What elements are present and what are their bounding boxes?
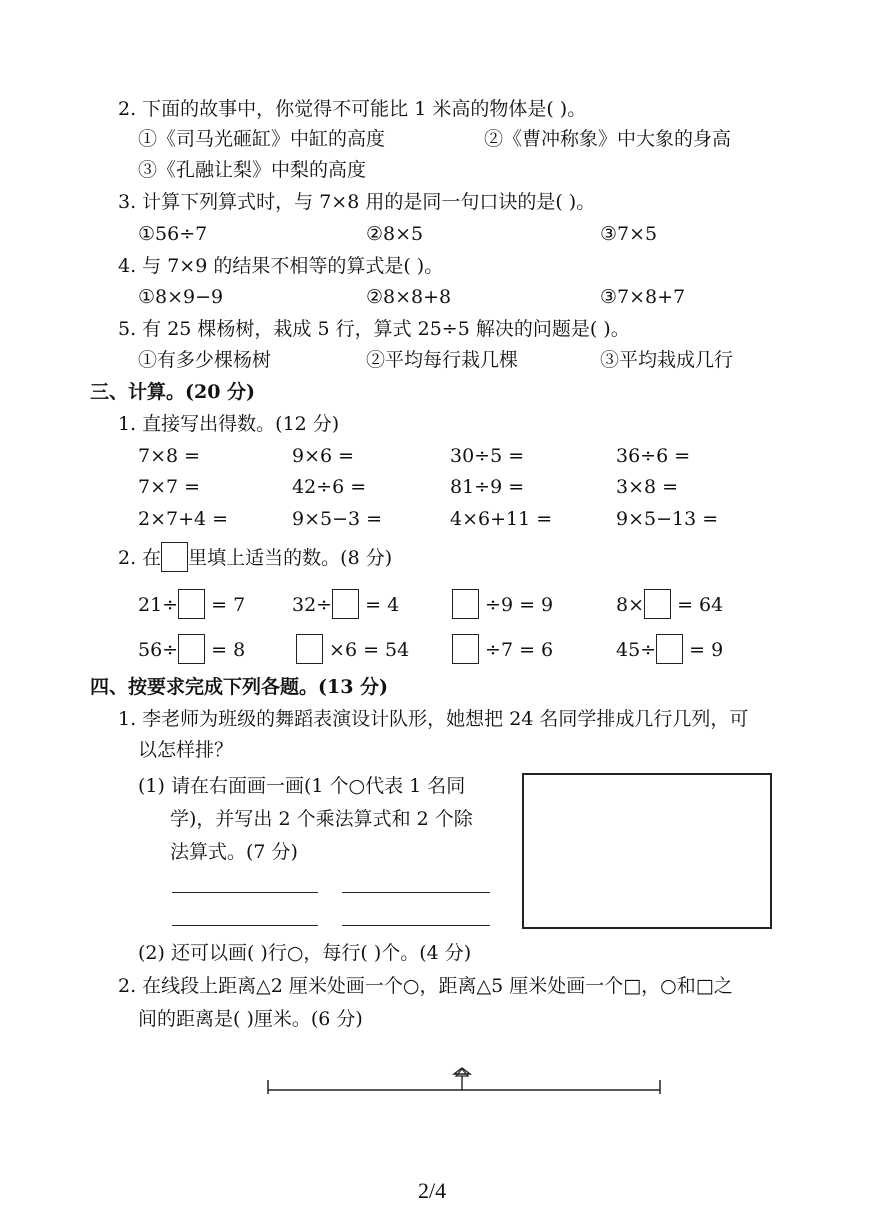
fill-right: = 64 (677, 594, 724, 616)
section-3-title: 三、计算。(20 分) (90, 381, 256, 403)
answer-box[interactable] (296, 634, 323, 664)
fill-right: = 4 (365, 594, 400, 616)
calc-item: 7×8 = (138, 445, 201, 467)
q5-option-3: ③平均栽成几行 (600, 349, 734, 371)
answer-line[interactable] (172, 892, 318, 893)
fill-left: 8× (616, 594, 645, 616)
example-box (161, 542, 188, 572)
s4-q1-part2: (2) 还可以画( )行○，每行( )个。(4 分) (138, 942, 472, 964)
s4-q1-part1-line3: 法算式。(7 分) (170, 841, 298, 863)
calc-item: 7×7 = (138, 476, 201, 498)
q4-stem: 4. 与 7×9 的结果不相等的算式是( )。 (118, 255, 444, 277)
fill-item (616, 634, 723, 664)
answer-box[interactable] (452, 589, 479, 619)
fill-right: ÷9 = 9 (485, 594, 554, 616)
triangle-marker-icon (454, 1068, 470, 1090)
q5-option-2: ②平均每行栽几棵 (366, 349, 519, 371)
answer-line[interactable] (342, 925, 490, 926)
q5-stem: 5. 有 25 棵杨树，栽成 5 行，算式 25÷5 解决的问题是( )。 (118, 318, 630, 340)
drawing-box[interactable] (522, 773, 772, 929)
answer-box[interactable] (178, 634, 205, 664)
q2-option-3: ③《孔融让梨》中梨的高度 (138, 159, 367, 181)
s4-q1-part1-line1: (1) 请在右面画一画(1 个○代表 1 名同 (138, 775, 466, 797)
fill-item (292, 589, 399, 619)
answer-box[interactable] (644, 589, 671, 619)
s4-q2-line1: 2. 在线段上距离△2 厘米处画一个○，距离△5 厘米处画一个□，○和□之 (118, 975, 733, 997)
calc-item: 2×7+4 = (138, 508, 229, 530)
fill-item (452, 589, 553, 619)
fill-right: = 9 (689, 639, 724, 661)
section-4-title: 四、按要求完成下列各题。(13 分) (90, 676, 389, 698)
fill-item (616, 589, 723, 619)
fill-right: ×6 = 54 (329, 639, 410, 661)
fill-right: = 8 (211, 639, 246, 661)
q4-option-3: ③7×8+7 (600, 286, 686, 308)
section-3-sub2 (118, 542, 392, 572)
answer-line[interactable] (172, 925, 318, 926)
fill-item (296, 634, 409, 664)
fill-left: 45÷ (616, 639, 657, 661)
answer-box[interactable] (332, 589, 359, 619)
q3-option-3: ③7×5 (600, 223, 658, 245)
q3-stem: 3. 计算下列算式时，与 7×8 用的是同一句口诀的是( )。 (118, 191, 596, 213)
sub2-suffix: 里填上适当的数。(8 分) (188, 547, 393, 569)
q3-option-2: ②8×5 (366, 223, 424, 245)
fill-right: ÷7 = 6 (485, 639, 554, 661)
sub2-prefix: 2. 在 (118, 547, 162, 569)
calc-item: 9×6 = (292, 445, 355, 467)
answer-box[interactable] (178, 589, 205, 619)
fill-right: = 7 (211, 594, 246, 616)
answer-box[interactable] (452, 634, 479, 664)
calc-item: 9×5−13 = (616, 508, 719, 530)
calc-item: 4×6+11 = (450, 508, 553, 530)
q2-option-1: ①《司马光砸缸》中缸的高度 (138, 128, 386, 150)
s4-q1-line1: 1. 李老师为班级的舞蹈表演设计队形，她想把 24 名同学排成几行几列，可 (118, 708, 749, 730)
fill-left: 32÷ (292, 594, 333, 616)
q3-option-1: ①56÷7 (138, 223, 208, 245)
q4-option-2: ②8×8+8 (366, 286, 452, 308)
fill-left: 21÷ (138, 594, 179, 616)
calc-item: 30÷5 = (450, 445, 525, 467)
q5-option-1: ①有多少棵杨树 (138, 349, 272, 371)
fill-item (138, 589, 245, 619)
fill-item (452, 634, 553, 664)
calc-item: 81÷9 = (450, 476, 525, 498)
s4-q1-line2: 以怎样排？ (138, 739, 234, 761)
calc-item: 42÷6 = (292, 476, 367, 498)
calc-item: 9×5−3 = (292, 508, 383, 530)
calc-item: 3×8 = (616, 476, 679, 498)
page-number: 2/4 (418, 1178, 447, 1203)
section-3-sub1: 1. 直接写出得数。(12 分) (118, 413, 340, 435)
s4-q2-line2: 间的距离是( )厘米。(6 分) (138, 1008, 363, 1030)
answer-box[interactable] (656, 634, 683, 664)
q2-option-2: ②《曹冲称象》中大象的身高 (484, 128, 732, 150)
calc-item: 36÷6 = (616, 445, 691, 467)
answer-line[interactable] (342, 892, 490, 893)
q4-option-1: ①8×9−9 (138, 286, 224, 308)
fill-item (138, 634, 245, 664)
line-segment[interactable] (262, 1066, 668, 1098)
fill-left: 56÷ (138, 639, 179, 661)
s4-q1-part1-line2: 学)，并写出 2 个乘法算式和 2 个除 (170, 808, 473, 830)
q2-stem: 2. 下面的故事中，你觉得不可能比 1 米高的物体是( )。 (118, 98, 587, 120)
